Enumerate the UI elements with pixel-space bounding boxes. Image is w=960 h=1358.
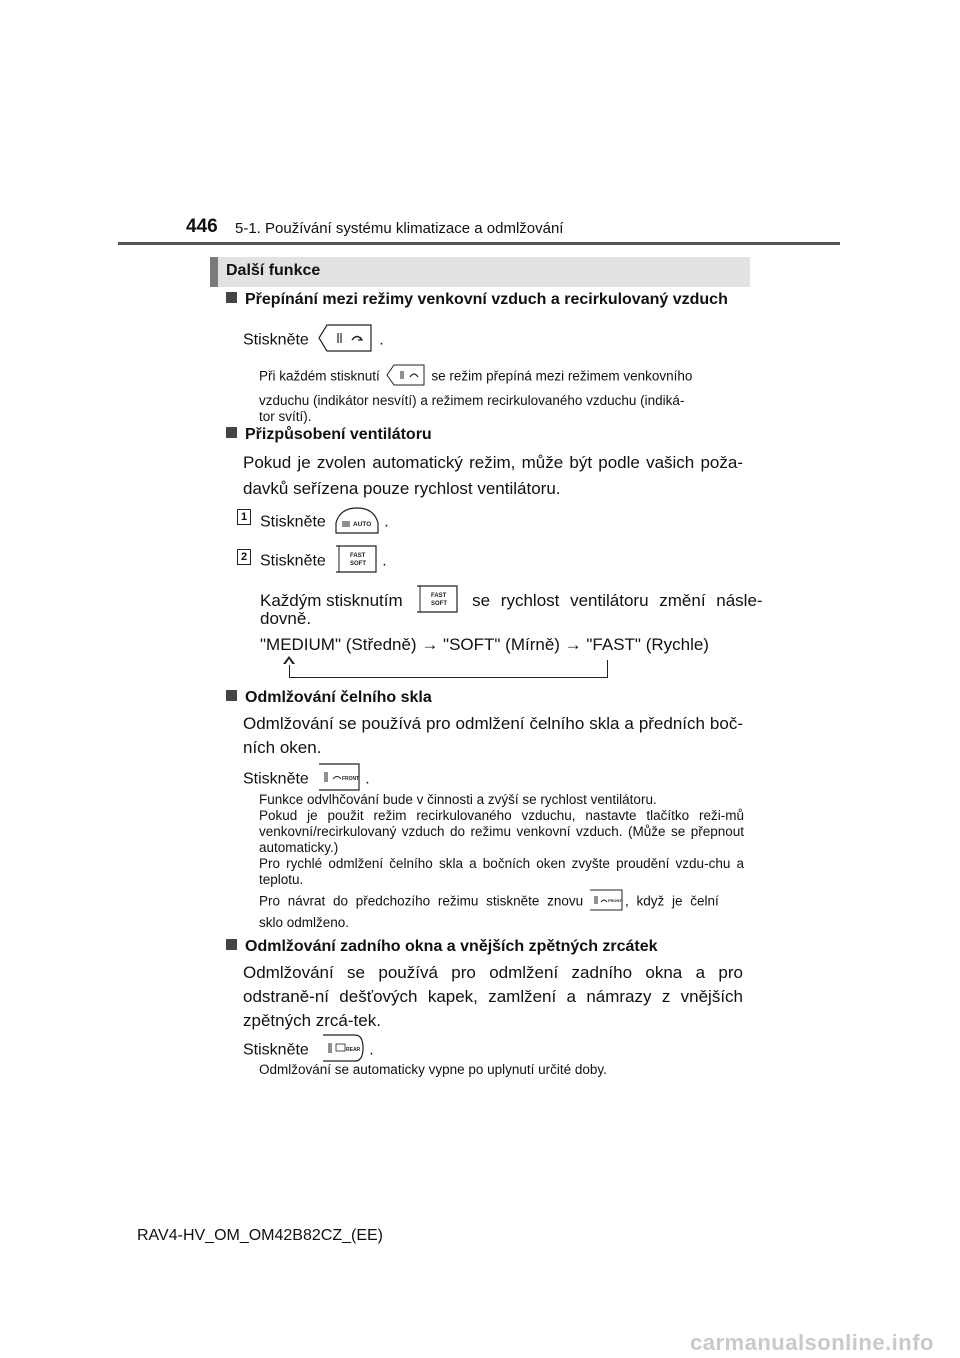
- header-divider: [118, 242, 840, 245]
- svg-text:FRONT: FRONT: [342, 776, 360, 782]
- heading-text: Přepínání mezi režimy venkovní vzduch a recirkulovaný vzduch: [245, 291, 728, 308]
- auto-button-icon: [334, 505, 380, 540]
- fan-speed-button-icon: [415, 584, 459, 619]
- square-bullet-icon: [226, 427, 237, 438]
- fan-each-press: Každým stisknutím FAST SOFT se rychlost ventilátoru změní násle-: [260, 584, 763, 619]
- chapter-title: 5-1. Používání systému klimatizace a odmlžování: [235, 220, 564, 237]
- front-defogger-button-icon: [589, 889, 623, 915]
- section-title: Další funkce: [226, 262, 321, 279]
- windshield-notes: Funkce odvlhčování bude v činnosti a zvýší se rychlost ventilátoru. Pokud je použit režim recirkulovaného vzduchu, nastavte tlačítko reži-mů venkovní/recirkulovaný vzduch do režimu venkovní vzduch. (Může se přepnout automaticky.) Pro rychlé odmlžení čelního skla a bočních oken zvyšte proudění vzdu-chu a teplotu. Pro návrat do předchozího režimu stiskněte znovu FRONT , když je čelní sklo odmlženo.: [259, 792, 744, 930]
- step-number-1: 1: [237, 509, 251, 525]
- svg-text:AUTO: AUTO: [353, 521, 372, 528]
- heading-windshield: [226, 689, 432, 707]
- heading-text: Odmlžování zadního okna a vnějších zpětných zrcátek: [245, 938, 658, 955]
- recirc-instruction: Stiskněte .: [243, 323, 384, 358]
- fan-step-1: Stiskněte AUTO .: [260, 505, 389, 540]
- watermark: carmanualsonline.info: [690, 1330, 934, 1355]
- cycle-return-line-right: [607, 660, 608, 678]
- heading-recirculation: [226, 291, 728, 309]
- press-text: Stiskněte: [243, 331, 309, 349]
- fan-speed-cycle: "MEDIUM" (Středně) → "SOFT" (Mírně) → "FAST" (Rychle): [260, 635, 709, 654]
- section-accent: [210, 257, 218, 287]
- svg-text:FAST: FAST: [431, 593, 447, 599]
- heading-text: Přizpůsobení ventilátoru: [245, 426, 432, 443]
- rear-instruction: Stiskněte REAR .: [243, 1033, 374, 1068]
- heading-rear: [226, 938, 658, 956]
- windshield-instruction: Stiskněte FRONT .: [243, 762, 370, 797]
- heading-text: Odmlžování čelního skla: [245, 689, 432, 706]
- svg-text:SOFT: SOFT: [431, 601, 448, 607]
- windshield-body: Odmlžování se používá pro odmlžení čelního skla a předních boč-ních oken.: [243, 714, 743, 757]
- recirculation-button-icon: [317, 323, 375, 358]
- svg-text:FRONT: FRONT: [607, 898, 622, 903]
- svg-text:REAR: REAR: [346, 1047, 361, 1053]
- page-number: 446: [186, 216, 218, 237]
- section-bar: [210, 257, 750, 287]
- step-number-2: 2: [237, 549, 251, 565]
- svg-text:FAST: FAST: [350, 553, 366, 559]
- cycle-return-line: [289, 677, 607, 678]
- square-bullet-icon: [226, 292, 237, 303]
- recirculation-button-icon: [386, 364, 426, 390]
- recirc-note: Při každém stisknutí se režim přepíná mezi režimem venkovního vzduchu (indikátor nesvítí) a režimem recirkulovaného vzduchu (indiká- tor svítí).: [259, 364, 744, 425]
- rear-body: Odmlžování se používá pro odmlžení zadního okna a pro odstraně-ní dešťových kapek, zamlžení a námrazy z vnějších zpětných zrcá-tek.: [243, 963, 743, 1030]
- rear-note: Odmlžování se automaticky vypne po uplynutí určité doby.: [259, 1062, 607, 1077]
- heading-fan: [226, 426, 432, 444]
- square-bullet-icon: [226, 690, 237, 701]
- fan-body: Pokud je zvolen automatický režim, může být podle vašich poža-davků seřízena pouze rychlost ventilátoru.: [243, 453, 743, 498]
- fan-speed-button-icon: [334, 544, 378, 579]
- svg-text:SOFT: SOFT: [350, 561, 367, 567]
- square-bullet-icon: [226, 939, 237, 950]
- fan-each-press-cont: dovně.: [260, 609, 312, 628]
- fan-step-2: Stiskněte FAST SOFT .: [260, 544, 387, 579]
- footer-code: RAV4-HV_OM_OM42B82CZ_(EE): [137, 1227, 383, 1244]
